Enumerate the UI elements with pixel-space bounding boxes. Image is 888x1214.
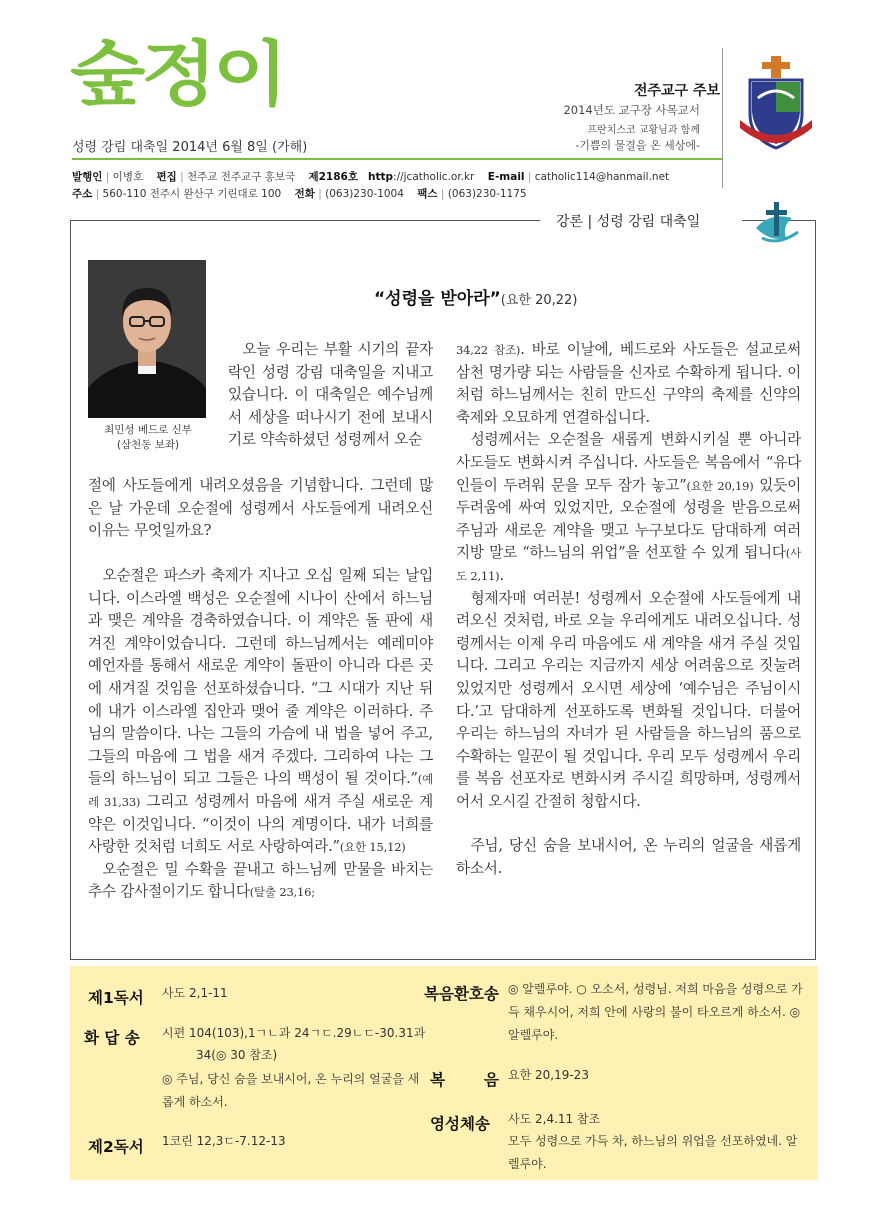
psalm-response: ◎ 주님, 당신 숨을 보내시어, 온 누리의 얼굴을 새롭게 하소서. bbox=[162, 1072, 420, 1109]
left-column-body bbox=[88, 565, 433, 904]
paragraph-1-bottom: 절에 사도들에게 내려오셨음을 기념합니다. 그런데 많은 날 가운데 오순절에 성령께서 사도들에게 내려오신 이유는 무엇일까요? bbox=[88, 477, 433, 540]
alleluia-value: ◎ 알렐루야. ○ 오소서, 성령님. 저희 마음을 성령으로 가득 채우시어, 저희 안에 사랑의 불이 타오르게 하소서. ◎ 알렐루야. bbox=[508, 982, 803, 1042]
communion-value-1: 사도 2,4.11 참조 bbox=[508, 1112, 601, 1126]
second-reading-label: 제2독서 bbox=[88, 1138, 144, 1156]
homily-headline bbox=[374, 284, 577, 309]
paragraph-1-top: 오늘 우리는 부활 시기의 끝자락인 성령 강림 대축일을 지내고 있습니다. 이 대축일은 예수님께서 세상을 떠나시기 전에 보내시기로 약속하셨던 성령께서 오순 bbox=[228, 341, 433, 449]
address-info-line: 주소 | 560-110 전주시 완산구 기린대로 100 전화 | (063)230-1004 팩스 | (063)230-1175 bbox=[72, 188, 527, 200]
priest-portrait-icon bbox=[88, 260, 206, 418]
first-reading-value: 사도 2,1-11 bbox=[162, 986, 228, 1000]
alleluia-label: 복음환호송 bbox=[424, 985, 499, 1003]
gospel-value: 요한 20,19-23 bbox=[508, 1068, 589, 1082]
diocese-crest-icon bbox=[738, 54, 814, 150]
motto-line-1: 2014년도 교구장 사목교서 bbox=[563, 103, 700, 117]
psalm-value-1: 시편 104(103),1ㄱㄴ과 24ㄱㄷ.29ㄴㄷ-30.31과 bbox=[162, 1026, 426, 1040]
dove-cross-icon bbox=[752, 198, 804, 246]
communion-value-2: 모두 성령으로 가득 차, 하느님의 위업을 선포하였네. 알렐루야. bbox=[508, 1134, 798, 1171]
bulletin-logo: 숲정이 bbox=[70, 34, 285, 116]
section-label: 강론 | 성령 강림 대축일 bbox=[556, 214, 701, 230]
closing-prayer: 주님, 당신 숨을 보내시어, 온 누리의 얼굴을 새롭게 하소서. bbox=[456, 837, 801, 878]
psalm-value-2: 34(◎ 30 참조) bbox=[196, 1048, 278, 1062]
paragraph-4: 성령께서는 오순절을 새롭게 변화시키실 뿐 아니라 사도들도 변화시켜 주십니다. 사도들은 복음에서 “유다인들이 두려워 문을 모두 잠가 놓고”(요한 20,19) 있듯이 두려움에 싸여 있었지만, 오순절에 성령을 받음으로써 주님과 새로운 계약을 맺고 누구보다도 담대하게 여러 지방 말로 “하느님의 위업”을 선포할 수 있게 됩니다(사도 2,11). bbox=[456, 431, 801, 584]
priest-photo bbox=[88, 260, 206, 418]
right-column-body bbox=[456, 339, 801, 881]
second-reading-value: 1코린 12,3ㄷ-7.12-13 bbox=[162, 1134, 286, 1148]
headline-reference: (요한 20,22) bbox=[500, 293, 578, 308]
sunday-date-line: 성령 강림 대축일 2014년 6월 8일 (가해) bbox=[72, 140, 308, 155]
header-rule bbox=[72, 158, 722, 160]
communion-label: 영성체송 bbox=[430, 1115, 490, 1133]
motto-line-3: -기쁨의 물결을 온 세상에- bbox=[575, 139, 700, 152]
header-divider bbox=[722, 48, 723, 188]
photo-caption-name: 최민성 베드로 신부 bbox=[104, 424, 192, 436]
headline-text: “성령을 받아라” bbox=[374, 289, 501, 309]
publisher-info-line: 발행인 | 이병호 편집 | 천주교 전주교구 홍보국 제2186호 http://jcatholic.or.kr E-mail | catholic114@hanmail.net bbox=[72, 171, 670, 183]
first-reading-label: 제1독서 bbox=[88, 989, 144, 1007]
gospel-label-part-1: 복 bbox=[430, 1071, 445, 1089]
paragraph-3-continued: 34,22 참조). 바로 이날에, 베드로와 사도들은 설교로써 삼천 명가량 되는 사람들을 신자로 수확하게 됩니다. 이처럼 하느님께서는 친히 만드신 구약의 축제를 신약의 축제와 오묘하게 연결하십니다. bbox=[456, 341, 801, 426]
paragraph-2: 오순절은 파스카 축제가 지나고 오십 일째 되는 날입니다. 이스라엘 백성은 오순절에 시나이 산에서 하느님과 맺은 계약을 경축하였습니다. 이 계약은 돌 판에 새겨진 계약이었습니다. 그런데 하느님께서는 예레미야 예언자를 통해서 새로운 계약이 돌판이 아니라 다른 곳에 새겨질 것임을 선포하셨습니다. “그 시대가 지난 뒤에 내가 이스라엘 집안과 맺어 줄 계약은 이러하다. 주님의 말씀이다. 나는 그들의 가슴에 내 법을 넣어 주고, 그들의 마음에 그 법을 새겨 주겠다. 그리하여 나는 그들의 하느님이 되고 그들은 나의 백성이 될 것이다.”(예레 31,33) 그리고 성령께서 마음에 새겨 주실 새로운 계약은 이것입니다. “이것이 나의 계명이다. 내가 너희를 사랑한 것처럼 너희도 서로 사랑하여라.”(요한 15,12) bbox=[88, 567, 434, 856]
bulletin-title: 전주교구 주보 bbox=[633, 83, 720, 99]
psalm-label: 화 답 송 bbox=[84, 1029, 140, 1047]
paragraph-5: 형제자매 여러분! 성령께서 오순절에 사도들에게 내려오신 것처럼, 바로 오늘 우리에게도 내려오십니다. 성령께서는 이제 우리 마음에도 새 계약을 새겨 주실 것입니다. 그리고 우리는 지금까지 세상 어려움으로 짓눌려 있었지만 성령께서 오시면 세상에 ‘예수님은 주님이시다.’고 담대하게 선포하도록 변화될 것입니다. 더불어 우리는 하느님의 자녀가 된 사람들을 하느님의 품으로 수확하는 일꾼이 될 것입니다. 우리 모두 성령께서 우리를 복음 선포자로 변화시켜 주시길 희망하며, 성령께서 어서 오시길 간절히 청합시다. bbox=[456, 589, 801, 810]
paragraph-3: 오순절은 밀 수확을 끝내고 하느님께 맏물을 바치는 추수 감사절이기도 합니다(탈출 23,16; bbox=[88, 860, 433, 901]
motto-line-2: 프란치스코 교황님과 함께 bbox=[587, 125, 700, 136]
gospel-label-part-2: 음 bbox=[484, 1071, 499, 1089]
photo-caption-parish: (삼천동 보좌) bbox=[116, 439, 180, 451]
frame-top-rule bbox=[70, 220, 540, 221]
